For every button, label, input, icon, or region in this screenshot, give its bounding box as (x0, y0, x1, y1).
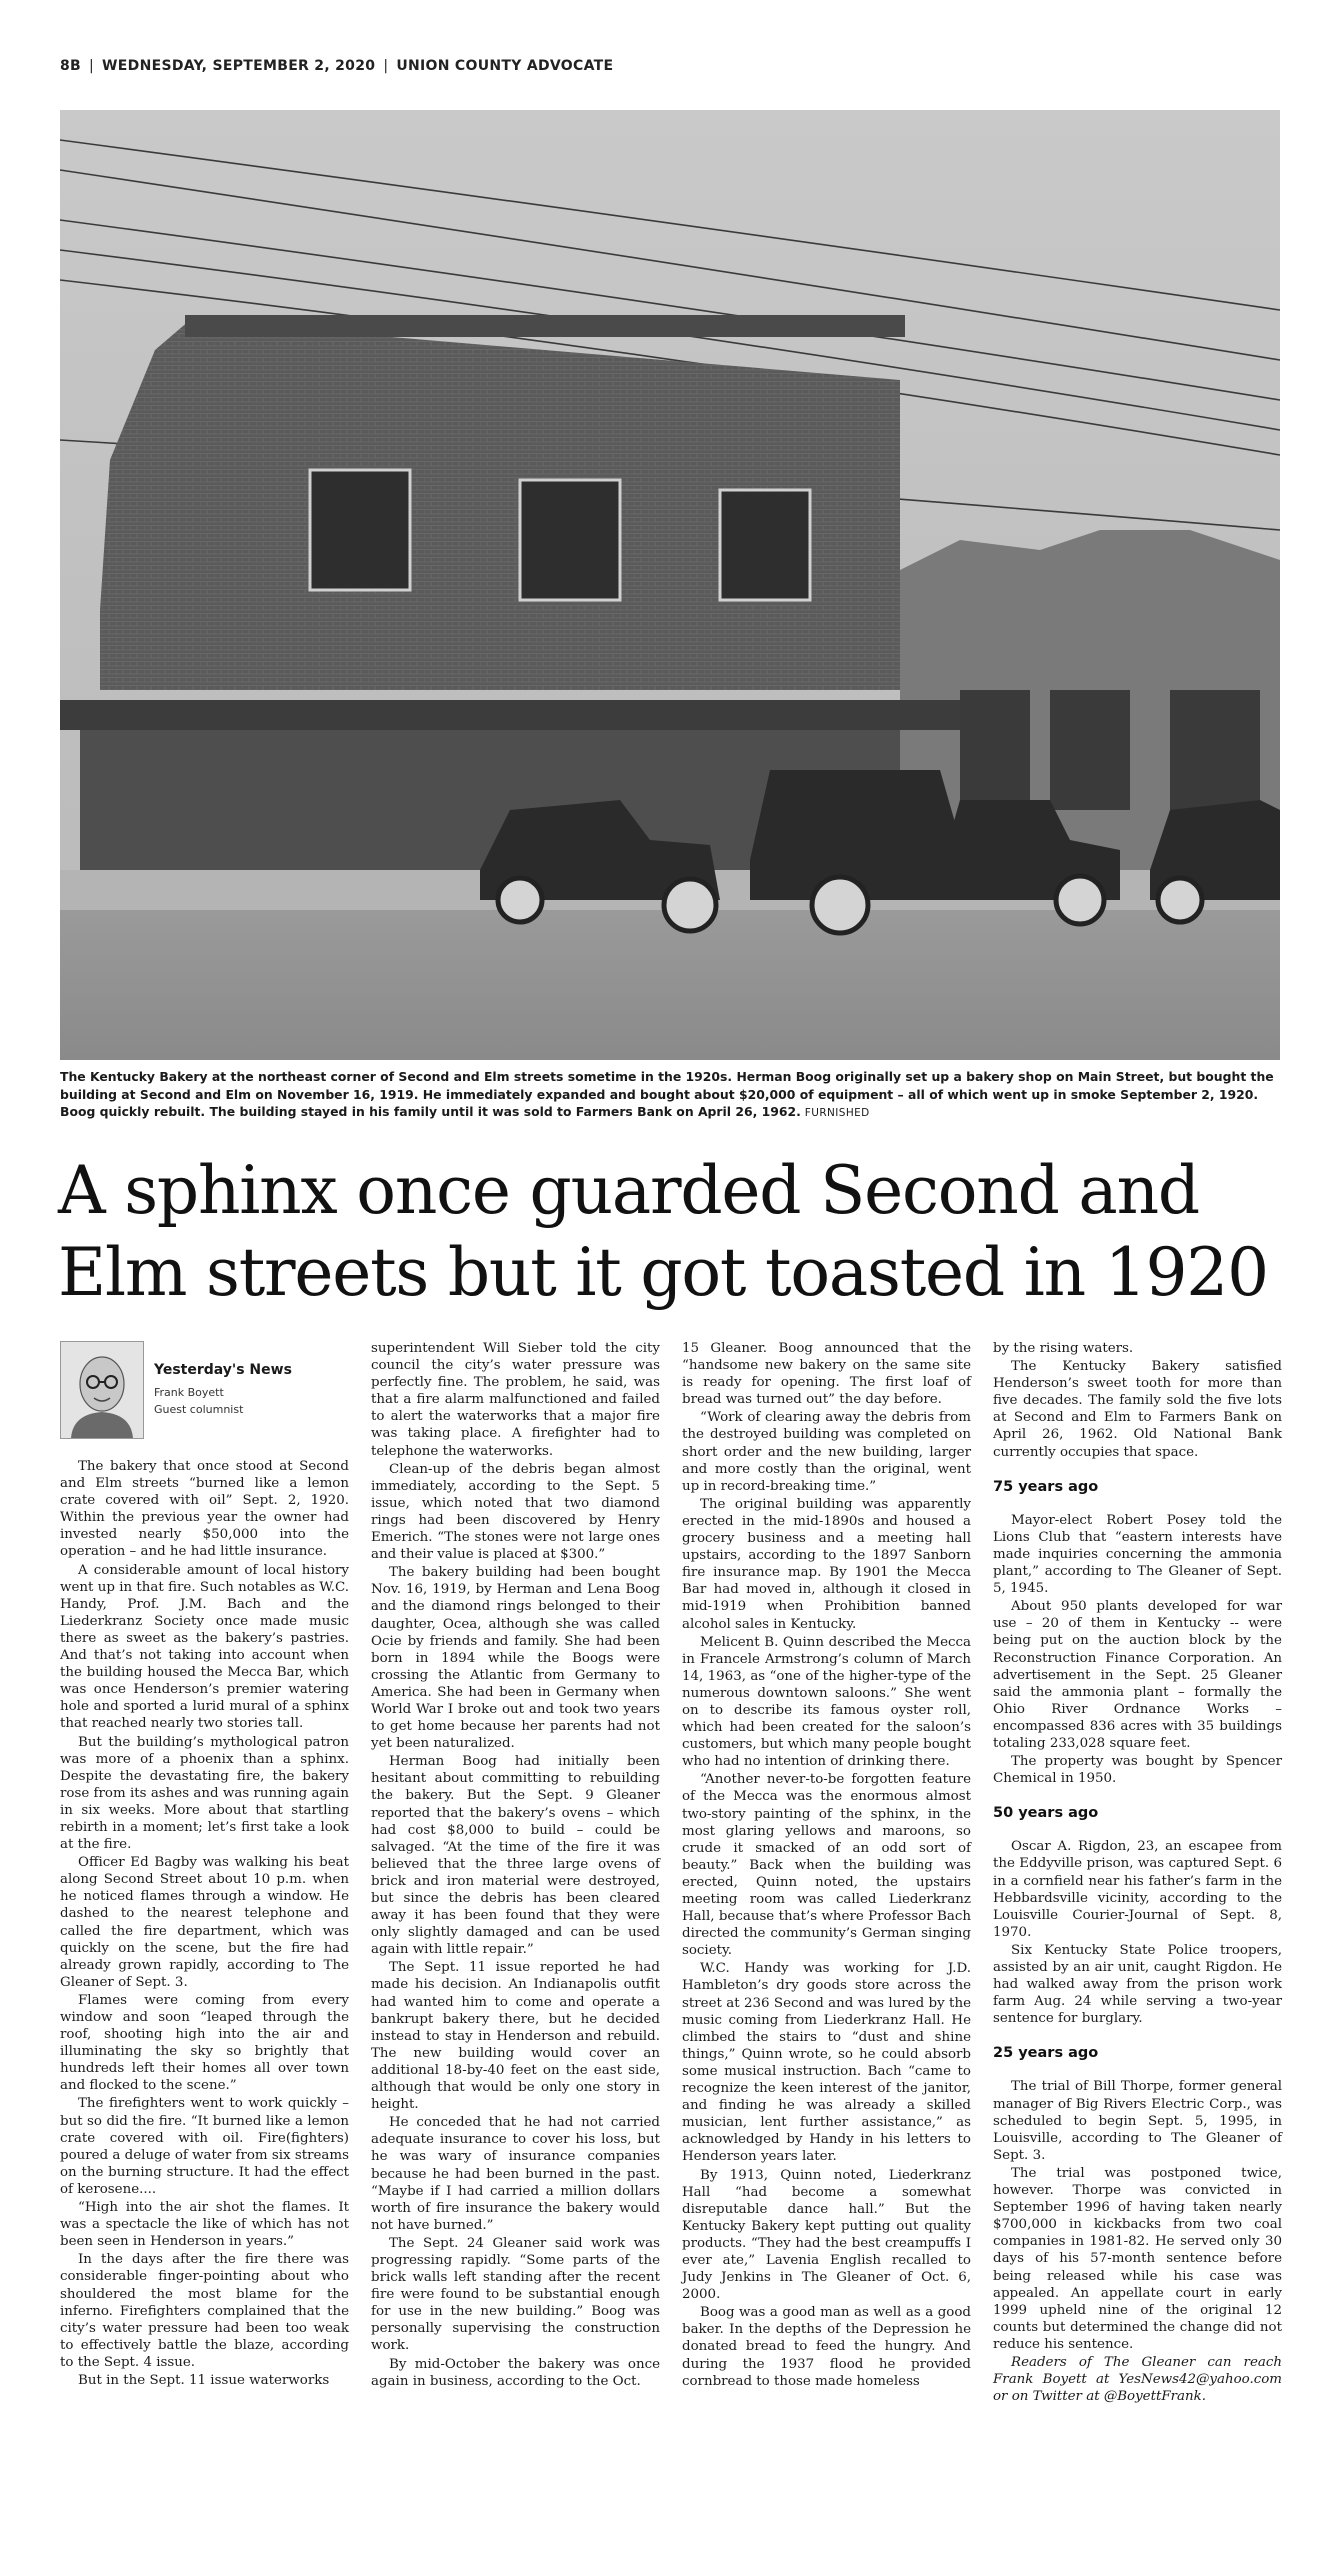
paragraph: The Sept. 24 Gleaner said work was progressing rapidly. “Some parts of the brick walls left standing after the recent fire were found to be substantial enough for use in the new building.” Boog was personally supervising the construction work. (371, 2235, 660, 2354)
byline (154, 1362, 292, 1417)
paragraph: By mid-October the bakery was once again in business, according to the Oct. (371, 2356, 660, 2389)
paragraph: Clean-up of the debris began almost immediately, according to the Sept. 5 issue, which noted that two diamond rings had been discovered by Henry Emerich. “The stones were not large ones and their value is placed at $300.” (371, 1461, 660, 1563)
paragraph: But the building’s mythological patron was more of a phoenix than a sphinx. Despite the devastating fire, the bakery rose from its ashes and was running again in six weeks. More about that startling rebirth in a moment; let’s first take a look at the fire. (60, 1734, 349, 1853)
paragraph: Six Kentucky State Police troopers, assisted by an air unit, caught Rigdon. He had walked away from the prison work farm Aug. 24 while serving a two-year sentence for burglary. (993, 1942, 1282, 2027)
page-folio: 8B | WEDNESDAY, SEPTEMBER 2, 2020 | UNION COUNTY ADVOCATE (60, 58, 614, 74)
section-heading-75-years: 75 years ago (993, 1478, 1099, 1495)
section-heading-50-years: 50 years ago (993, 1805, 1099, 1822)
author-signoff: Readers of The Gleaner can reach Frank Boyett at YesNews42@yahoo.com or on Twitter at @BoyettFrank. (993, 2354, 1282, 2405)
paragraph: The original building was apparently erected in the mid-1890s and housed a grocery business and a meeting hall upstairs, according to the 1897 Sanborn fire insurance map. By 1901 the Mecca Bar had moved in, although it closed in mid-1919 when Prohibition banned alcohol sales in Kentucky. (682, 1496, 971, 1632)
publication-name: UNION COUNTY ADVOCATE (396, 58, 614, 74)
author-name: Frank Boyett (154, 1385, 224, 1399)
paragraph: by the rising waters. (993, 1341, 1134, 1356)
headline: A sphinx once guarded Second and Elm streets but it got toasted in 1920 (58, 1152, 1268, 1311)
column-name: Yesterday's News (154, 1362, 292, 1379)
paragraph: The trial was postponed twice, however. Thorpe was convicted in September 1996 of having taken nearly $700,000 in kickbacks from two coal companies in 1981-82. He served only 30 days of his 57-month sentence before being released while his case was appealed. An appellate court in early 1999 upheld nine of the original 12 counts but determined the change did not reduce his sentence. (993, 2165, 1282, 2352)
neighbor-windows (960, 690, 1260, 810)
page-number: 8B (60, 58, 82, 74)
paragraph: Mayor-elect Robert Posey told the Lions Club that “eastern interests have made inquiries concerning the ammonia plant,” according to The Gleaner of Sept. 5, 1945. (993, 1512, 1282, 1597)
paragraph: superintendent Will Sieber told the city council the city’s water pressure was perfectly fine. The problem, he said, was that a fire alarm malfunctioned and failed to alert the waterworks that a major fire was taking place. A firefighter had to telephone the waterworks. (371, 1341, 660, 1459)
paragraph: The Kentucky Bakery satisfied Henderson’s sweet tooth for more than five decades. The family sold the five lots at Second and Elm to Farmers Bank on April 26, 1962. Old National Bank currently occupies that space. (993, 1359, 1282, 1460)
paragraph: The trial of Bill Thorpe, former general manager of Big Rivers Electric Corp., was scheduled to begin Sept. 5, 1995, in Louisville, according to The Gleaner of Sept. 3. (993, 2079, 1282, 2163)
paragraph: “High into the air shot the flames. It was a spectacle the like of which has not been seen in Henderson in years.” (60, 2200, 349, 2250)
paragraph: The Sept. 11 issue reported he had made his decision. An Indianapolis outfit had wanted him to come and operate a bankrupt bakery there, but he decided instead to stay in Henderson and rebuild. The new building would cover an additional 18-by-40 feet on the east side, although that would be only one story in height. (371, 1960, 660, 2113)
page-date: WEDNESDAY, SEPTEMBER 2, 2020 (102, 58, 376, 74)
upper-windows (310, 470, 810, 600)
historic-bakery-photo (60, 110, 1280, 1060)
paragraph: Melicent B. Quinn described the Mecca in Francele Armstrong’s column of March 14, 1963, as “one of the higher-type of the numerous downtown saloons.” She went on to describe its famous oyster roll, which had been created for the saloon’s customers, but which many people bought who had no intention of drinking there. (682, 1634, 971, 1770)
paragraph: “Work of clearing away the debris from the destroyed building was completed on short order and the new building, larger and more costly than the original, went up in record-breaking time.” (682, 1410, 971, 1494)
bakery-cornice (185, 315, 905, 337)
article-column-2 (371, 1340, 660, 2540)
paragraph: W.C. Handy was working for J.D. Hambleton’s dry goods store across the street at 236 Second and was lured by the music coming from Liederkranz Hall. He climbed the stairs to “dust and shine things,” Quinn wrote, so he could absorb some musical instruction. Bach “came to recognize the keen interest of the janitor, and finding he was already a skilled musician, lent further assistance,” as acknowledged by Handy in his letters to Henderson years later. (682, 1961, 971, 2165)
paragraph: The firefighters went to work quickly – but so did the fire. “It burned like a lemon crate covered with oil. Fire(fighters) poured a deluge of water from six streams on the burning structure. It had the effect of kerosene.... (60, 2096, 349, 2197)
author-photo (60, 1341, 144, 1439)
paragraph: Herman Boog had initially been hesitant about committing to rebuilding the bakery. But the Sept. 9 Gleaner reported that the bakery’s ovens – which had cost $8,000 to build – could be salvaged. “At the time of the fire it was believed that the three large ovens of brick and iron material were destroyed, but since the debris has been cleared away it has been found that they were only slightly damaged and can be used again with little repair.” (371, 1754, 660, 1958)
paragraph: The property was bought by Spencer Chemical in 1950. (993, 1754, 1282, 1787)
street (60, 910, 1280, 1060)
paragraph: Oscar A. Rigdon, 23, an escapee from the Eddyville prison, was captured Sept. 6 in a cornfield near his father’s farm in the Hebbardsville vicinity, according to the Louisville Courier-Journal of Sept. 8, 1970. (993, 1839, 1282, 1940)
paragraph: The bakery building had been bought Nov. 16, 1919, by Herman and Lena Boog and the diamond rings belonged to their daughter, Ocea, although she was called Ocie by friends and family. She had been born in 1894 while the Boogs were crossing the Atlantic from Germany to America. She had been in Germany when World War I broke out and took two years to get home because her parents had not yet been naturalized. (371, 1565, 660, 1752)
paragraph: By 1913, Quinn noted, Liederkranz Hall “had become a somewhat disreputable dance hall.” But the Kentucky Bakery kept putting out quality products. “They had the best creampuffs I ever ate,” Lavenia English recalled to Judy Jenkins in The Gleaner of Oct. 6, 2000. (682, 2167, 971, 2303)
article-column-1 (60, 1340, 349, 2540)
author-role: Guest columnist (154, 1402, 244, 1416)
paragraph: In the days after the fire there was considerable finger-pointing about who shouldered the most blame for the inferno. Firefighters complained that the city’s water pressure had been too weak to effectively battle the blaze, according to the Sept. 4 issue. (60, 2252, 349, 2370)
article-column-3 (682, 1340, 971, 2540)
article-column-4 (993, 1340, 1282, 2540)
byline-box (60, 1340, 349, 1440)
photo-caption (60, 1068, 1280, 1123)
paragraph: Boog was a good man as well as a good baker. In the depths of the Depression he donated bread to feed the hungry. And during the 1937 flood he provided cornbread to those made homeless (682, 2305, 971, 2389)
paragraph: But in the Sept. 11 issue waterworks (78, 2372, 330, 2388)
section-heading-25-years: 25 years ago (993, 2045, 1099, 2062)
paragraph: About 950 plants developed for war use – 20 of them in Kentucky -- were being put on the auction block by the Reconstruction Finance Corporation. An advertisement in the Sept. 25 Gleaner said the ammonia plant – formally the Ohio River Ordnance Works – encompassed 836 acres with 35 buildings totaling 233,028 square feet. (993, 1599, 1282, 1751)
paragraph: Officer Ed Bagby was walking his beat along Second Street about 10 p.m. when he noticed flames through a window. He dashed to the nearest telephone and called the fire department, which was quickly on the scene, but the fire had already grown rapidly, according to The Gleaner of Sept. 3. (60, 1855, 349, 1990)
storefront-awning (60, 700, 960, 730)
paragraph: He conceded that he had not carried adequate insurance to cover his loss, but he was wary of insurance companies because he had been burned in the past. “Maybe if I had carried a million dollars worth of fire insurance the bakery would not have burned.” (371, 2115, 660, 2233)
photo-credit: FURNISHED (804, 1107, 870, 1119)
paragraph: The bakery that once stood at Second and Elm streets “burned like a lemon crate covered with oil” Sept. 2, 1920. Within the previous year the owner had invested nearly $50,000 into the operation – and he had little insurance. (60, 1459, 349, 1560)
paragraph: A considerable amount of local history went up in that fire. Such notables as W.C. Handy, Prof. J.M. Bach and the Liederkranz Society once made music there as sweet as the bakery’s pastries. And that’s not taking into account when the building housed the Mecca Bar, which was once Henderson’s premier watering hole and sported a lurid mural of a sphinx that reached nearly two stories tall. (60, 1562, 349, 1732)
article-body (60, 1340, 1282, 2540)
caption-text: The Kentucky Bakery at the northeast corner of Second and Elm streets sometime in the 1920s. Herman Boog originally set up a bakery shop on Main Street, but bought the building at Second and Elm on November 16, 1919. He immediately expanded and bought about $20,000 of equipment – all of which went up in smoke September 2, 1920. Boog quickly rebuilt. The building stayed in his family until it was sold to Farmers Bank on April 26, 1962. (60, 1069, 1274, 1119)
paragraph: “Another never-to-be forgotten feature of the Mecca was the enormous almost two-story painting of the sphinx, in the most glaring yellows and maroons, so crude it smacked of an odd sort of beauty.” Back when the building was erected, Quinn noted, the upstairs meeting room was called Liederkranz Hall, because that’s where Professor Bach directed the community’s German singing society. (682, 1772, 971, 1959)
paragraph: 15 Gleaner. Boog announced that the “handsome new bakery on the same site is ready for opening. The first loaf of bread was turned out” the day before. (682, 1341, 971, 1408)
paragraph: Flames were coming from every window and soon “leaped through the roof, shooting high into the air and illuminating the sky so brightly that hundreds left their homes all over town and flocked to the scene.” (60, 1992, 349, 2094)
